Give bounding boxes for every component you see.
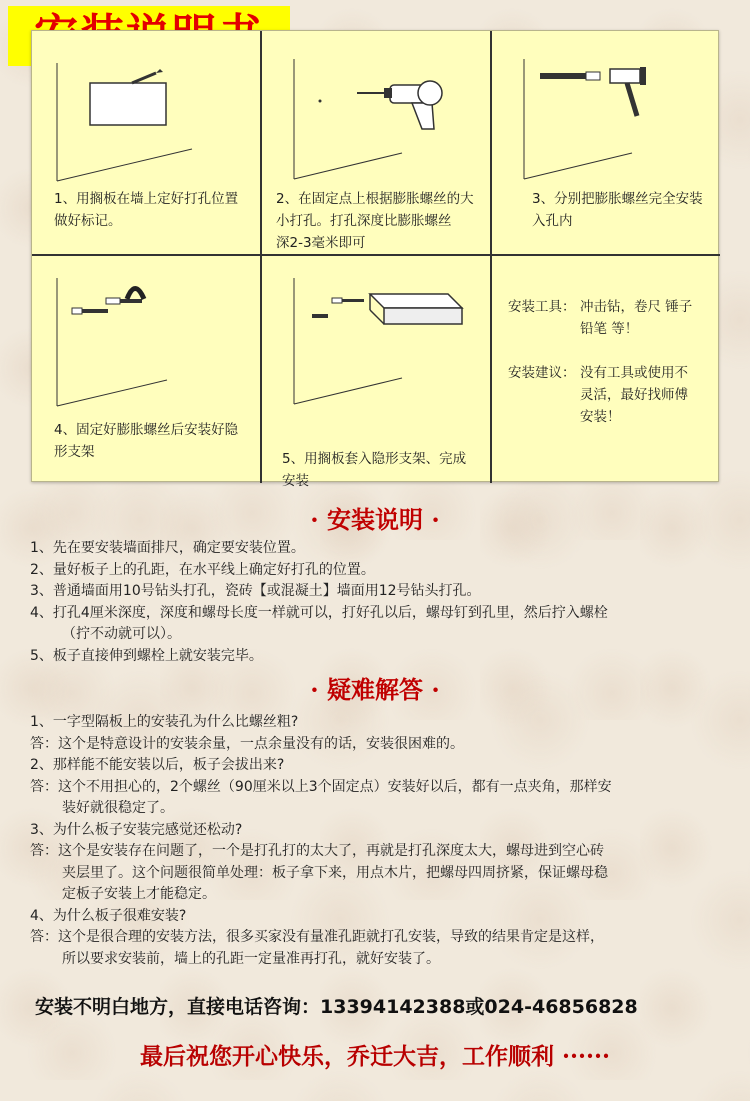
step-5-text: 5、用搁板套入隐形支架、完成 安装 bbox=[282, 451, 467, 489]
tools-advice-cell bbox=[492, 256, 720, 483]
faq-answer: 装好就很稳定了。 bbox=[62, 800, 174, 816]
faq-answer: 定板子安装上才能稳定。 bbox=[62, 886, 216, 902]
step-4-text: 4、固定好膨胀螺丝后安装好隐 形支架 bbox=[54, 422, 239, 460]
faq-answer: 答：这个是特意设计的安装余量，一点余量没有的话，安装很困难的。 bbox=[30, 735, 464, 752]
instructions-list bbox=[30, 538, 730, 667]
faq-answer: 答：这个是很合理的安装方法，很多买家没有量准孔距就打孔安装，导致的结果肯定是这样， bbox=[30, 929, 604, 945]
faq-answer: 所以要求安装前，墙上的孔距一定量准再打孔，就好安装了。 bbox=[62, 950, 440, 967]
tools-label: 安装工具： bbox=[508, 299, 576, 315]
advice-block bbox=[508, 362, 720, 428]
step-3-text: 3、分别把膨胀螺丝完全安装 入孔内 bbox=[532, 191, 703, 229]
step-1-text: 1、用搁板在墙上定好打孔位置 做好标记。 bbox=[54, 191, 239, 229]
tools-block bbox=[508, 296, 720, 340]
step-2-cell bbox=[262, 31, 492, 256]
list-item: 1、先在要安装墙面排尺，确定要安装位置。 bbox=[30, 540, 305, 556]
list-item: 4、打孔4厘米深度，深度和螺母长度一样就可以，打好孔以后，螺母钉到孔里，然后拧入螺栓 bbox=[30, 604, 608, 621]
faq-question: 4、为什么板子很难安装? bbox=[30, 907, 187, 924]
step-2-text: 2、在固定点上根据膨胀螺丝的大 小打孔。打孔深度比膨胀螺丝 深2-3毫米即可 bbox=[276, 191, 474, 251]
faq-answer: 夹层里了。这个问题很简单处理：板子拿下来，用点木片，把螺母四周挤紧，保证螺母稳 bbox=[62, 864, 608, 881]
list-item: 5、板子直接伸到螺栓上就安装完毕。 bbox=[30, 647, 263, 664]
faq-answer: 答：这个是安装存在问题了，一个是打孔打的太大了，再就是打孔深度太大，螺母进到空心砖 bbox=[30, 843, 604, 859]
faq-question: 3、为什么板子安装完感觉还松动? bbox=[30, 821, 243, 838]
faq-heading: · 疑难解答 · bbox=[310, 675, 440, 704]
list-item: 2、量好板子上的孔距，在水平线上确定好打孔的位置。 bbox=[30, 561, 375, 578]
advice-value: 没有工具或使用不 灵活，最好找师傅 安装！ bbox=[580, 365, 688, 425]
step-4-cell bbox=[32, 256, 262, 483]
contact-phone-text: 安装不明白地方，直接电话咨询：13394142388或024-46856828 bbox=[35, 996, 638, 1018]
installation-steps-grid bbox=[31, 30, 719, 489]
faq-question: 2、那样能不能安装以后，板子会拔出来? bbox=[30, 757, 285, 773]
faq-list bbox=[30, 712, 730, 970]
step-3-cell bbox=[492, 31, 720, 256]
advice-label: 安装建议： bbox=[508, 365, 576, 381]
closing-blessing: 最后祝您开心快乐，乔迁大吉，工作顺利 ······ bbox=[139, 1043, 611, 1070]
instructions-heading: · 安装说明 · bbox=[310, 505, 440, 534]
tools-value: 冲击钻，卷尺 锤子 铅笔 等！ bbox=[580, 299, 693, 337]
faq-question: 1、一字型隔板上的安装孔为什么比螺丝粗? bbox=[30, 714, 299, 730]
step-5-cell bbox=[262, 256, 492, 489]
step-1-cell bbox=[32, 31, 262, 256]
list-item: 3、普通墙面用10号钻头打孔，瓷砖【或混凝土】墙面用12号钻头打孔。 bbox=[30, 583, 481, 599]
faq-answer: 答：这个不用担心的，2个螺丝（90厘米以上3个固定点）安装好以后，都有一点夹角，那样安 bbox=[30, 778, 612, 795]
list-item: （拧不动就可以）。 bbox=[62, 626, 181, 642]
